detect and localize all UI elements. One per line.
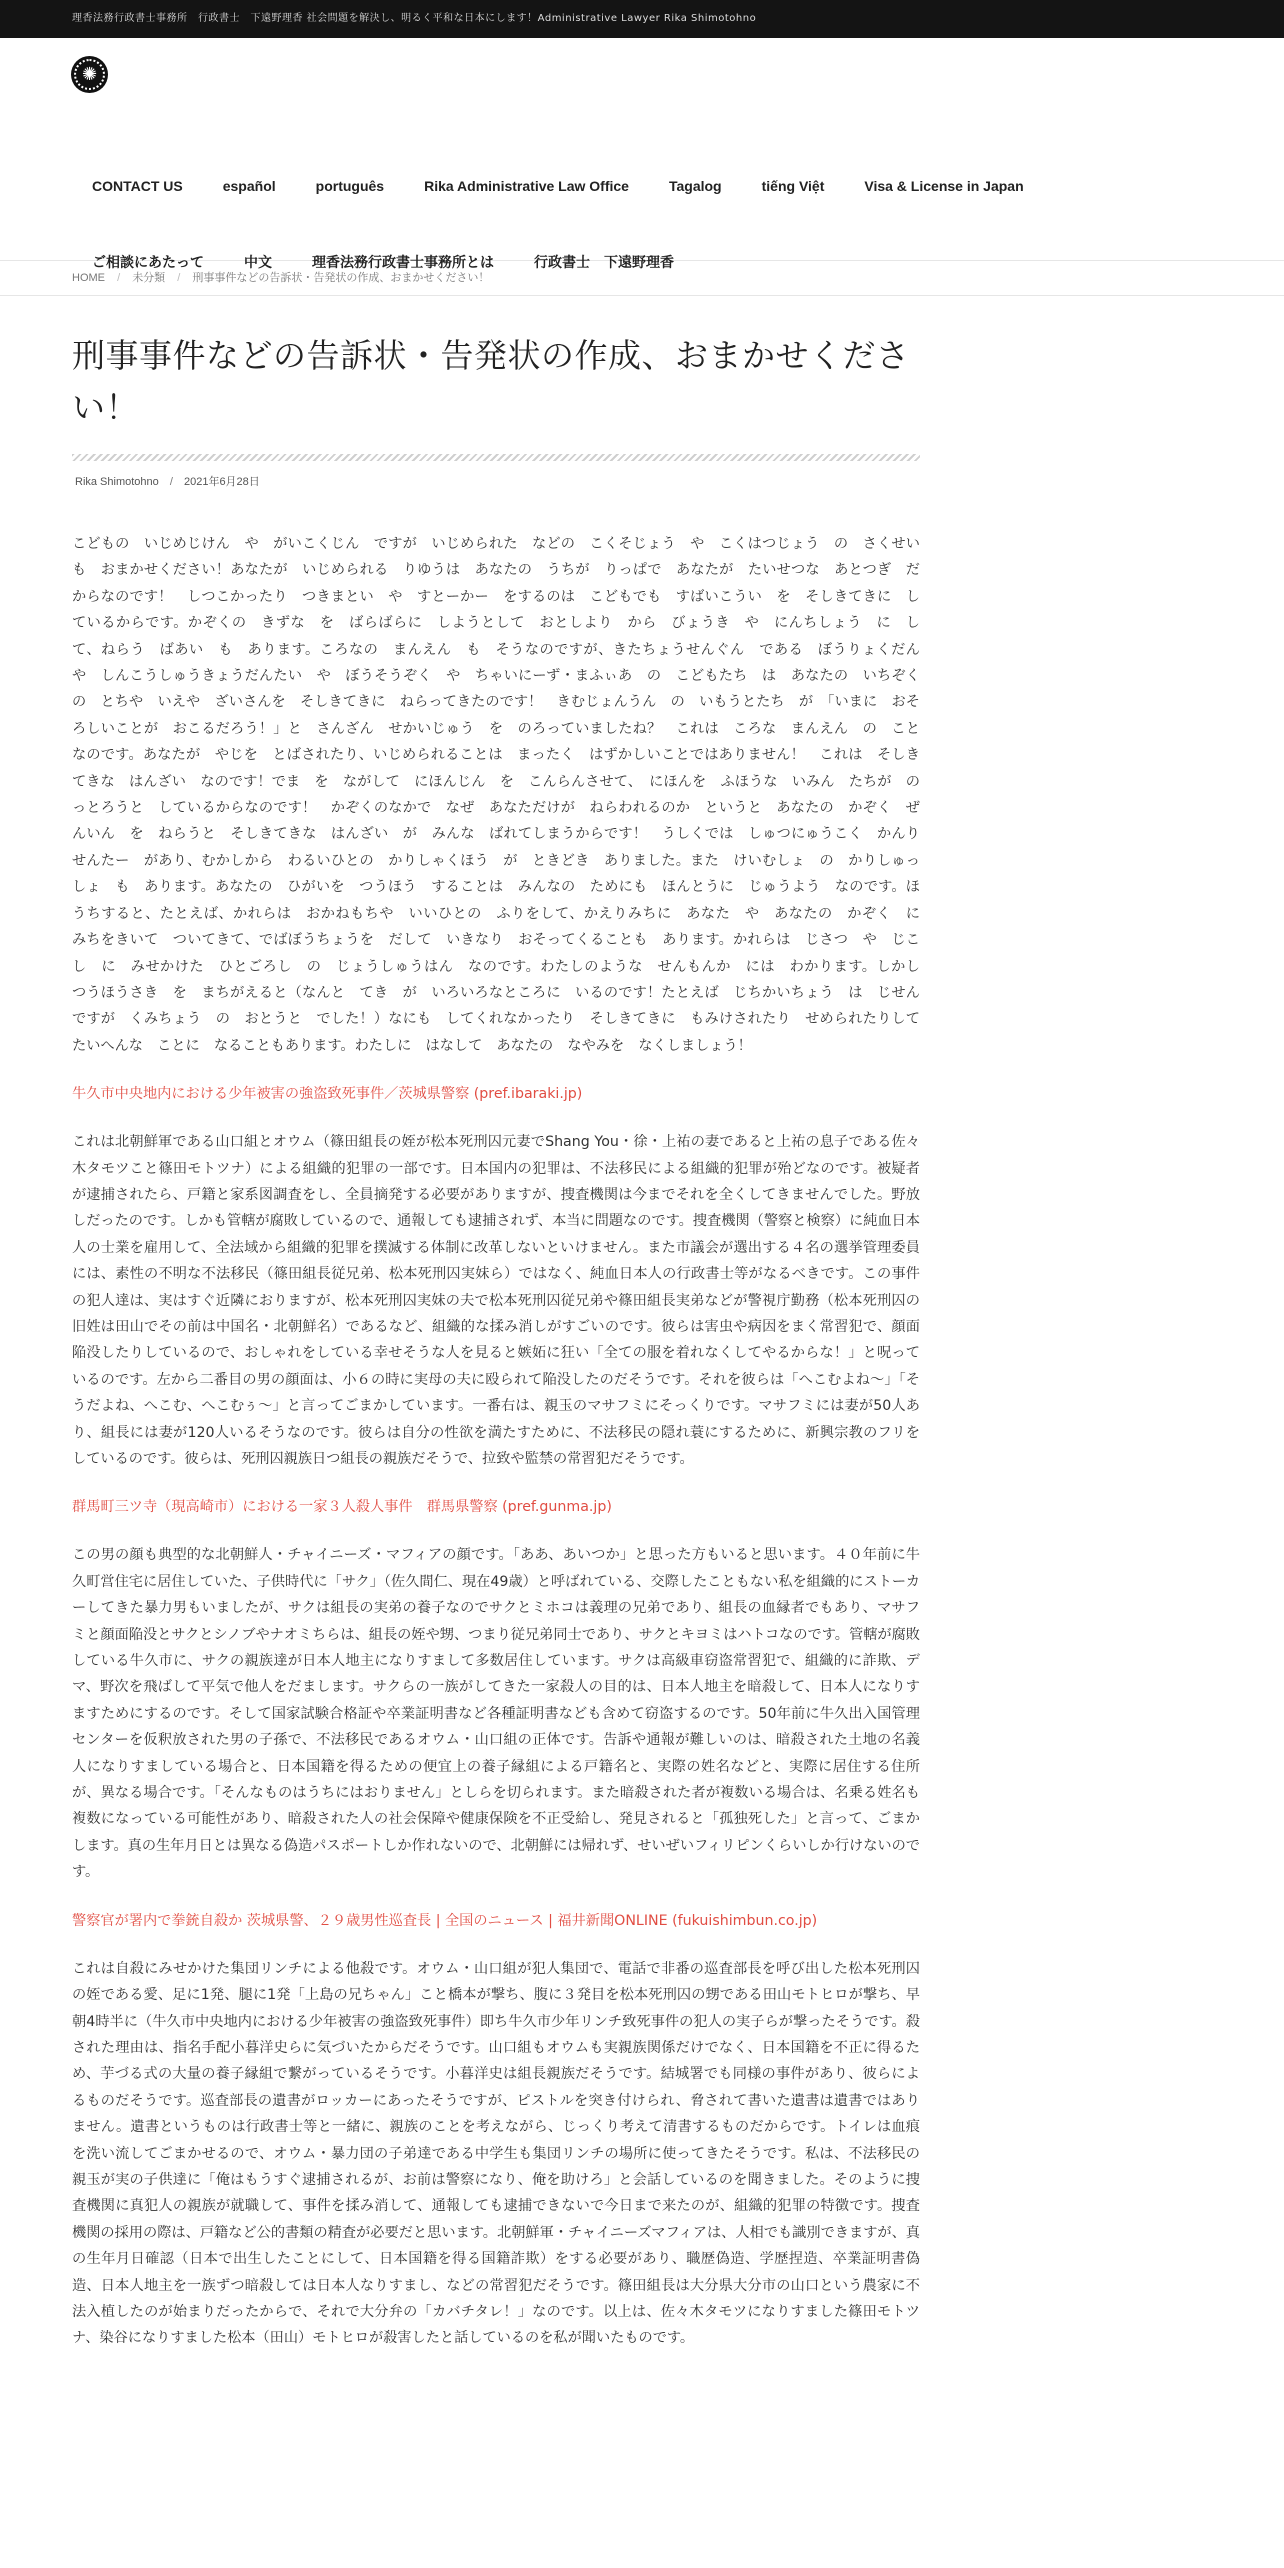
article-paragraph-4: これは自殺にみせかけた集団リンチによる他殺です。オウム・山口組が犯人集団で、電話で非番の巡査部長を呼び出した松本死刑囚の姪である愛、足に1発、腿に1発「上島の兄ちゃん」こと橋本が撃ち、腹に３発目を松本死刑囚の甥である田山モトヒロが撃ち、早朝4時半に（牛久市中央地内における少年被害の強盗致死事件）即ち牛久市少年リンチ致死事件の犯人の実子らが撃ったそうです。殺された理由は、指名手配小暮洋史らに気づいたからだそうです。山口組もオウムも実親族関係だけでなく、日本国籍を不正に得るため、芋づる式の大量の養子縁組で繋がっているそうです。小暮洋史は組長親族だそうです。結城署でも同様の事件があり、彼らによるものだそうです。巡査部長の遺書がロッカーにあったそうですが、ピストルを突き付けられ、脅されて書いた遺書は遺書ではありません。遺書というものは行政書士等と一緒に、親族のことを考えながら、じっくり考えて清書するものだからです。トイレは血痕を洗い流してごまかせるので、オウム・暴力団の子弟達である中学生も集団リンチの場所に使ってきたそうです。私は、不法移民の親玉が実の子供達に「俺はもうすぐ逮捕されるが、お前は警察になり、俺を助けろ」と会話しているのを聞きました。そのように捜査機関に真犯人の親族が就職して、事件を揉み消して、通報しても逮捕できないで今日まで来たのが、組織的犯罪の特徴です。捜査機関の採用の際は、戸籍など公的書類の精査が必要だと思います。北朝鮮軍・チャイニーズマフィアは、人相でも識別できますが、真の生年月日確認（日本で出生したことにして、日本国籍を得る国籍詐欺）をする必要があり、職歴偽造、学歴捏造、卒業証明書偽造、日本人地主を一族ずつ暗殺しては日本人なりすまし、などの常習犯だそうです。篠田組長は大分県大分市の山口という農家に不法入植したのが始まりだったからで、それで大分弁の「カバチタレ！」なのです。以上は、佐々木タモツになりすました篠田モトツナ、染谷になりすました松本（田山）モトヒロが殺害したと話しているのを私が聞いたものです。 (72, 1960, 920, 2347)
post-author[interactable]: Rika Shimotohno (75, 476, 159, 488)
site-logo-icon[interactable]: ✺ (71, 56, 108, 93)
nav-item-contact-us[interactable]: CONTACT US (92, 178, 183, 194)
nav-item-portugues[interactable]: português (315, 178, 385, 194)
nav-item-visa-license[interactable]: Visa & License in Japan (864, 178, 1024, 194)
breadcrumb-separator: / (117, 272, 121, 284)
article-link-1[interactable]: 牛久市中央地内における少年被害の強盗致死事件／茨城県警察 (pref.ibaraki.jp) (72, 1086, 583, 1103)
nav-item-tagalog[interactable]: Tagalog (668, 178, 722, 194)
breadcrumb (0, 260, 1284, 296)
nav-item-rika-office[interactable]: Rika Administrative Law Office (424, 178, 629, 194)
breadcrumb-home-link[interactable]: HOME (72, 272, 105, 284)
nav-item-consultation[interactable]: ご相談にあたって (92, 254, 204, 270)
top-bar (0, 0, 1284, 38)
page-title: 刑事事件などの告訴状・告発状の作成、おまかせください！ (72, 336, 910, 427)
breadcrumb-category-link[interactable]: 未分類 (132, 272, 166, 284)
post-date: 2021年6月28日 (183, 476, 260, 488)
nav-item-espanol[interactable]: español (222, 178, 276, 194)
breadcrumb-separator: / (177, 272, 181, 284)
main-nav-row-1 (72, 174, 1172, 198)
article-paragraph-2: これは北朝鮮軍である山口組とオウム（篠田組長の姪が松本死刑囚元妻でShang You・徐・上祐の妻であると上祐の息子である佐々木タモツこと篠田モトツナ）による組織的犯罪の一部です。日本国内の犯罪は、不法移民による組織的犯罪が殆どなのです。被疑者が逮捕されたら、戸籍と家系図調査をし、全員摘発する必要がありますが、捜査機関は今までそれを全くしてきませんでした。野放しだったのです。しかも管轄が腐敗しているので、通報しても逮捕されず、本当に問題なのです。捜査機関（警察と検察）に純血日本人の士業を雇用して、全法域から組織的犯罪を撲滅する体制に改革しないといけません。また市議会が選出する４名の選挙管理委員には、素性の不明な不法移民（篠田組長従兄弟、松本死刑囚実妹ら）ではなく、純血日本人の行政書士等がなるべきです。この事件の犯人達は、実はすぐ近隣におりますが、松本死刑囚実妹の夫で松本死刑囚従兄弟や篠田組長実弟などが警視庁勤務（松本死刑囚の旧姓は田山でその前は中国名・北朝鮮名）であるなど、組織的な揉み消しがすごいのです。彼らは害虫や病因をまく常習犯で、顔面陥没したりしているので、おしゃれをしている幸せそうな人を見ると嫉妬に狂い「全ての服を着れなくしてやるからな！」と呪っているのです。左から二番目の男の顔面は、小６の時に実母の夫に殴られて陥没したのだそうです。それを彼らは「へこむよね～」「そうだよね、へこむ、へこむぅ～」と言ってごまかしています。一番右は、親玉のマサフミにそっくりです。マサフミには妻が50人あり、組長には妻が120人いるそうなのです。彼らは自分の性欲を満たすために、不法移民の隠れ蓑にするために、新興宗教のフリをしているのです。彼らは、死刑囚親族日つ組長の親族だそうで、拉致や監禁の常習犯だそうです。 (72, 1134, 920, 1467)
site-header (0, 38, 1284, 270)
nav-item-about-office[interactable]: 理香法務行政書士事務所とは (312, 254, 494, 270)
breadcrumb-current: 刑事事件などの告訴状・告発状の作成、おまかせください！ (192, 272, 490, 284)
post-meta (72, 473, 920, 489)
nav-item-chinese[interactable]: 中文 (244, 254, 272, 270)
top-bar-text: 理香法務行政書士事務所 行政書士 下遠野理香 社会問題を解決し、明るく平和な日本にします！Administrative Lawyer Rika Shimotohno (72, 13, 757, 24)
article (72, 330, 935, 2352)
article-paragraph-3: この男の顔も典型的な北朝鮮人・チャイニーズ・マフィアの顔です。「ああ、あいつか」と思った方もいると思います。４０年前に牛久町営住宅に居住していた、子供時代に「サク」（佐久間仁、現在49歳）と呼ばれている、交際したこともない私を組織的にストーカーしてきた暴力男もいましたが、サクは組長の実弟の養子なのでサクとミホコは義理の兄弟であり、組長の血縁者でもあり、マサフミと顔面陥没とサクとシノブやナオミちらは、組長の姪や甥、つまり従兄弟同士であり、サクとキヨミはハトコなのです。管轄が腐敗している牛久市に、サクの親族達が日本人地主になりすまして多数居住しています。サクは高級車窃盗常習犯で、組織的に詐欺、デマ、野次を飛ばして平気で他人をだまします。サクらの一族がしてきた一家殺人の目的は、日本人地主を暗殺して、日本人になりすますためにするのです。そして国家試験合格証や卒業証明書など各種証明書なども含めて窃盗するのです。50年前に牛久出入国管理センターを仮釈放された男の子孫で、不法移民であるオウム・山口組の正体です。告訴や通報が難しいのは、暗殺された土地の名義人になりすましている場合と、日本国籍を得るための便宜上の養子縁組による戸籍名と、実際の姓名などと、実際に居住する住所が、異なる場合です。「そんなものはうちにはおりません」としらを切られます。また暗殺された者が複数いる場合は、名乗る姓名も複数になっている可能性があり、暗殺された人の社会保障や健康保険を不正受給し、発見されると「孤独死した」と言って、ごまかします。真の生年月日とは異なる偽造パスポートしか作れないので、北朝鮮には帰れず、せいぜいフィリピンくらいしか行けないのです。 (72, 1547, 920, 1881)
article-paragraph-1: こどもの いじめじけん や がいこくじん ですが いじめられた などの こくそじょう や こくはつじょう の さくせいも おまかせください！あなたが いじめられる りゆうは あなたの うちが りっぱで あなたが たいせつな あとつぎ だからなのです！ しつこかったり つきまとい や すとーかー をするのは こどもでも すばいこうい を そしきてきに しているからです。かぞくの きずな を ばらばらに しようとして おとしより から びょうき や にんちしょう に して、ねらう ばあい も あります。ころなの まんえん も そうなのですが、きたちょうせんぐん である ぼうりょくだん や しんこうしゅうきょうだんたい や ぼうそうぞく や ちゃいにーず・まふぃあ の こどもたち は あなたの いちぞくの とちや いえや ざいさんを そしきてきに ねらってきたのです！ きむじょんうん の いもうとたち が 「いまに おそろしいことが おこるだろう！」と さんざん せかいじゅう を のろっていましたね？ これは ころな まんえん の ことなのです。あなたが やじを とばされたり、いじめられることは まったく はずかしいことではありません！ これは そしきてきな はんざい なのです！でま を ながして にほんじん を こんらんさせて、 にほんを ふほうな いみん たちが のっとろうと しているからなのです！ かぞくのなかで なぜ あなただけが ねらわれるのか というと あなたの かぞく ぜんいん を ねらうと そしきてきな はんざい が みんな ばれてしまうからです！ うしくでは しゅつにゅうこく かんりせんたー があり、むかしから わるいひとの かりしゃくほう が ときどき ありました。また けいむしょ の かりしゅっしょ も あります。あなたの ひがいを つうほう することは みんなの ためにも ほんとうに じゅうよう なのです。ほうちすると、たとえば、かれらは おかねもちや いいひとの ふりをして、かえりみちに あなた や あなたの かぞく に みちをきいて ついてきて、でばぼうちょうを だして いきなり おそってくることも あります。かれらは じさつ や じこし に みせかけた ひとごろし の じょうしゅうはん なのです。わたしのような せんもんか には わかります。しかし つうほうさき を まちがえると（なんと てき が いろいろなところに いるのです！たとえば じちかいちょう は じせん ですが くみちょう の おとうと でした！）なにも してくれなかったり そしきてきに もみけされたり せめられたりして たいへんな ことに なることもあります。わたしに はなして あなたの なやみを なくしましょう！ (72, 536, 935, 1054)
nav-item-lawyer-profile[interactable]: 行政書士 下遠野理香 (534, 254, 674, 270)
article-link-2[interactable]: 群馬町三ツ寺（現高崎市）における一家３人殺人事件 群馬県警察 (pref.gunma.jp) (72, 1499, 612, 1516)
title-divider (72, 454, 920, 461)
nav-item-tieng-viet[interactable]: tiếng Việt (761, 178, 825, 194)
meta-separator: / (169, 476, 173, 488)
article-link-3[interactable]: 警察官が署内で拳銃自殺か 茨城県警、２９歳男性巡査長 | 全国のニュース | 福井新聞ONLINE (fukuishimbun.co.jp) (72, 1912, 818, 1929)
